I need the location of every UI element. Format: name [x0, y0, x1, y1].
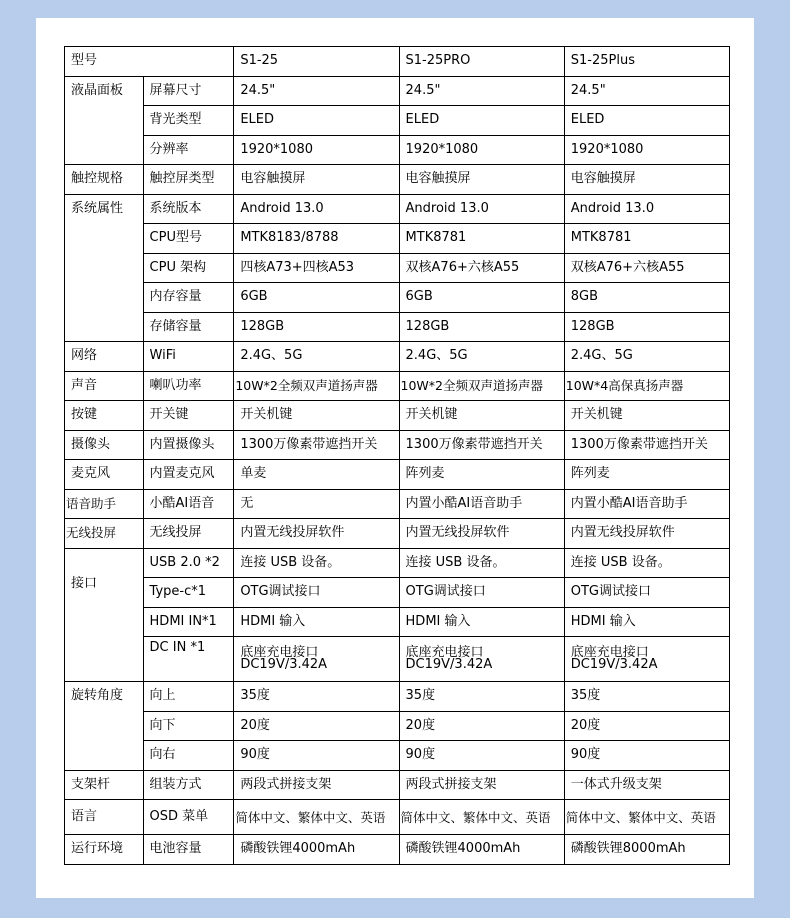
value-cell: 底座充电接口 DC19V/3.42A	[234, 637, 399, 682]
value-cell: 90度	[234, 741, 399, 771]
table-row	[65, 312, 730, 342]
item-cell: 组装方式	[143, 770, 234, 800]
value-cell: 10W*4高保真扬声器	[564, 371, 729, 401]
value-cell: 8GB	[564, 283, 729, 313]
table-row	[65, 76, 730, 106]
value-cell: 1300万像素带遮挡开关	[399, 430, 564, 460]
value-cell: 20度	[564, 711, 729, 741]
value-cell: 开关机键	[399, 401, 564, 431]
value-cell: 20度	[399, 711, 564, 741]
table-row	[65, 741, 730, 771]
value-cell: 双核A76+六核A55	[399, 253, 564, 283]
value-cell: 两段式拼接支架	[399, 770, 564, 800]
value-cell: 连接 USB 设备。	[399, 548, 564, 578]
value-cell: ELED	[399, 106, 564, 136]
item-cell: 存储容量	[143, 312, 234, 342]
category-cell: 系统属性	[65, 194, 144, 342]
value-cell: 连接 USB 设备。	[564, 548, 729, 578]
table-row	[65, 135, 730, 165]
value-cell: 90度	[399, 741, 564, 771]
value-cell: 一体式升级支架	[564, 770, 729, 800]
value-cell: Android 13.0	[399, 194, 564, 224]
value-cell: 磷酸铁锂4000mAh	[234, 835, 399, 865]
value-cell: 内置小酷AI语音助手	[399, 489, 564, 519]
value-cell: 35度	[399, 682, 564, 712]
value-cell: ELED	[564, 106, 729, 136]
value-cell: 128GB	[564, 312, 729, 342]
table-row	[65, 578, 730, 608]
table-row	[65, 637, 730, 682]
value-cell: OTG调试接口	[564, 578, 729, 608]
value-cell: 电容触摸屏	[234, 165, 399, 195]
value-cell: Android 13.0	[564, 194, 729, 224]
item-cell: 分辨率	[143, 135, 234, 165]
value-cell: 磷酸铁锂8000mAh	[564, 835, 729, 865]
model-name: S1-25	[234, 47, 399, 77]
table-row	[65, 489, 730, 519]
item-cell: USB 2.0 *2	[143, 548, 234, 578]
category-cell: 按键	[65, 401, 144, 431]
category-cell: 麦克风	[65, 460, 144, 490]
table-row	[65, 253, 730, 283]
value-cell: 1920*1080	[234, 135, 399, 165]
value-cell: 2.4G、5G	[564, 342, 729, 372]
category-cell: 触控规格	[65, 165, 144, 195]
value-cell: 连接 USB 设备。	[234, 548, 399, 578]
item-cell: 无线投屏	[143, 519, 234, 549]
item-cell: 向下	[143, 711, 234, 741]
table-row	[65, 770, 730, 800]
value-cell: 24.5"	[564, 76, 729, 106]
item-cell: 开关键	[143, 401, 234, 431]
value-cell: 内置无线投屏软件	[399, 519, 564, 549]
category-cell: 语言	[65, 800, 144, 835]
value-cell: ELED	[234, 106, 399, 136]
value-cell: 1920*1080	[564, 135, 729, 165]
value-cell: 内置无线投屏软件	[234, 519, 399, 549]
item-cell: 内置摄像头	[143, 430, 234, 460]
value-cell: 10W*2全频双声道扬声器	[399, 371, 564, 401]
item-cell: 触控屏类型	[143, 165, 234, 195]
value-cell: MTK8781	[399, 224, 564, 254]
table-row	[65, 607, 730, 637]
table-row	[65, 371, 730, 401]
table-row	[65, 430, 730, 460]
value-cell: 2.4G、5G	[234, 342, 399, 372]
value-cell: 128GB	[234, 312, 399, 342]
table-row	[65, 711, 730, 741]
header-label: 型号	[65, 47, 234, 77]
value-cell: 无	[234, 489, 399, 519]
value-cell: 6GB	[399, 283, 564, 313]
value-cell: 6GB	[234, 283, 399, 313]
item-cell: 向上	[143, 682, 234, 712]
value-cell: 简体中文、繁体中文、英语	[564, 800, 729, 835]
value-cell: 24.5"	[234, 76, 399, 106]
value-cell: 电容触摸屏	[564, 165, 729, 195]
value-cell: 20度	[234, 711, 399, 741]
spec-table	[64, 46, 730, 865]
value-cell: 35度	[234, 682, 399, 712]
table-row	[65, 106, 730, 136]
value-cell: 阵列麦	[399, 460, 564, 490]
value-cell: 35度	[564, 682, 729, 712]
table-row	[65, 283, 730, 313]
value-cell: 四核A73+四核A53	[234, 253, 399, 283]
value-cell: 2.4G、5G	[399, 342, 564, 372]
value-cell: 底座充电接口 DC19V/3.42A	[564, 637, 729, 682]
value-cell: 单麦	[234, 460, 399, 490]
item-cell: CPU 架构	[143, 253, 234, 283]
value-cell: 90度	[564, 741, 729, 771]
value-cell: 内置无线投屏软件	[564, 519, 729, 549]
item-cell: 背光类型	[143, 106, 234, 136]
value-cell: 阵列麦	[564, 460, 729, 490]
header-row	[65, 47, 730, 77]
value-cell: OTG调试接口	[399, 578, 564, 608]
table-row	[65, 800, 730, 835]
value-cell: 10W*2全频双声道扬声器	[234, 371, 399, 401]
table-row	[65, 194, 730, 224]
value-cell: HDMI 输入	[399, 607, 564, 637]
category-cell: 支架杆	[65, 770, 144, 800]
value-cell: HDMI 输入	[564, 607, 729, 637]
item-cell: HDMI IN*1	[143, 607, 234, 637]
table-row	[65, 401, 730, 431]
category-cell: 运行环境	[65, 835, 144, 865]
item-cell: DC IN *1	[143, 637, 234, 682]
value-cell: 开关机键	[564, 401, 729, 431]
item-cell: 向右	[143, 741, 234, 771]
item-cell: 内置麦克风	[143, 460, 234, 490]
table-row	[65, 682, 730, 712]
value-cell: 简体中文、繁体中文、英语	[399, 800, 564, 835]
item-cell: CPU型号	[143, 224, 234, 254]
value-cell: Android 13.0	[234, 194, 399, 224]
value-cell: 磷酸铁锂4000mAh	[399, 835, 564, 865]
item-cell: 系统版本	[143, 194, 234, 224]
category-cell: 接口	[65, 548, 144, 682]
value-cell: 1300万像素带遮挡开关	[234, 430, 399, 460]
spec-card	[36, 18, 754, 898]
value-cell: 内置小酷AI语音助手	[564, 489, 729, 519]
model-name: S1-25Plus	[564, 47, 729, 77]
category-cell: 旋转角度	[65, 682, 144, 771]
item-cell: 屏幕尺寸	[143, 76, 234, 106]
value-cell: 1920*1080	[399, 135, 564, 165]
table-row	[65, 519, 730, 549]
category-cell: 液晶面板	[65, 76, 144, 165]
table-row	[65, 224, 730, 254]
category-cell: 摄像头	[65, 430, 144, 460]
table-row	[65, 548, 730, 578]
table-row	[65, 342, 730, 372]
item-cell: WiFi	[143, 342, 234, 372]
item-cell: 内存容量	[143, 283, 234, 313]
value-cell: 简体中文、繁体中文、英语	[234, 800, 399, 835]
table-row	[65, 835, 730, 865]
value-cell: 两段式拼接支架	[234, 770, 399, 800]
value-cell: MTK8183/8788	[234, 224, 399, 254]
value-cell: 1300万像素带遮挡开关	[564, 430, 729, 460]
value-cell: OTG调试接口	[234, 578, 399, 608]
value-cell: 底座充电接口 DC19V/3.42A	[399, 637, 564, 682]
item-cell: 电池容量	[143, 835, 234, 865]
category-cell: 声音	[65, 371, 144, 401]
value-cell: 开关机键	[234, 401, 399, 431]
item-cell: OSD 菜单	[143, 800, 234, 835]
category-cell: 语音助手	[65, 489, 144, 519]
item-cell: 小酷AI语音	[143, 489, 234, 519]
value-cell: MTK8781	[564, 224, 729, 254]
value-cell: HDMI 输入	[234, 607, 399, 637]
table-row	[65, 460, 730, 490]
table-row	[65, 165, 730, 195]
item-cell: 喇叭功率	[143, 371, 234, 401]
category-cell: 无线投屏	[65, 519, 144, 549]
category-cell: 网络	[65, 342, 144, 372]
value-cell: 128GB	[399, 312, 564, 342]
item-cell: Type-c*1	[143, 578, 234, 608]
value-cell: 24.5"	[399, 76, 564, 106]
value-cell: 电容触摸屏	[399, 165, 564, 195]
value-cell: 双核A76+六核A55	[564, 253, 729, 283]
model-name: S1-25PRO	[399, 47, 564, 77]
